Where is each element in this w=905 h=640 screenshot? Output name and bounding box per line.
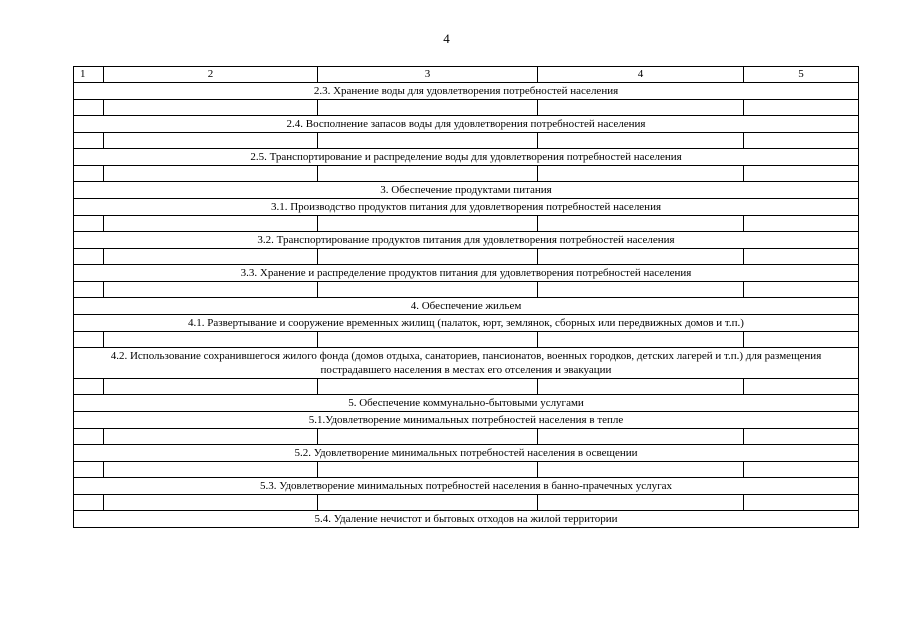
empty-cell [318,379,538,395]
section-heading: 4.1. Развертывание и сооружение временных жилищ (палаток, юрт, землянок, сборных или передвижных домов и т.п.) [74,315,859,332]
empty-cell [74,379,104,395]
empty-data-row [74,216,859,232]
section-heading: 3.2. Транспортирование продуктов питания для удовлетворения потребностей населения [74,232,859,249]
empty-cell [538,332,744,348]
section-heading: 4. Обеспечение жильем [74,298,859,315]
empty-cell [104,462,318,478]
section-heading-row [74,149,859,166]
empty-cell [538,429,744,445]
empty-cell [744,282,859,298]
section-heading: 5.2. Удовлетворение минимальных потребностей населения в освещении [74,445,859,462]
section-heading-row [74,412,859,429]
empty-data-row [74,332,859,348]
empty-cell [744,100,859,116]
section-heading: 2.4. Восполнение запасов воды для удовлетворения потребностей населения [74,116,859,133]
section-heading-row [74,348,859,379]
empty-cell [318,133,538,149]
empty-cell [74,495,104,511]
section-heading-row [74,445,859,462]
empty-cell [318,282,538,298]
empty-cell [104,216,318,232]
column-number-1: 1 [74,67,104,83]
empty-cell [744,166,859,182]
empty-data-row [74,100,859,116]
empty-cell [74,166,104,182]
form-table [73,66,859,528]
empty-data-row [74,429,859,445]
empty-cell [104,133,318,149]
section-heading: 3.3. Хранение и распределение продуктов питания для удовлетворения потребностей населения [74,265,859,282]
section-heading: 5.1.Удовлетворение минимальных потребностей населения в тепле [74,412,859,429]
empty-data-row [74,462,859,478]
section-heading-row [74,395,859,412]
empty-cell [104,495,318,511]
empty-cell [104,379,318,395]
empty-cell [744,429,859,445]
section-heading-row [74,199,859,216]
column-number-4: 4 [538,67,744,83]
empty-cell [744,495,859,511]
empty-cell [104,100,318,116]
empty-cell [318,216,538,232]
empty-cell [744,332,859,348]
empty-cell [318,332,538,348]
column-number-5: 5 [744,67,859,83]
empty-cell [104,249,318,265]
section-heading: 4.2. Использование сохранившегося жилого фонда (домов отдыха, санаториев, пансионатов, военных городков, детских лагерей и т.п.) для размещения пострадавшего населения в местах его отселения и эвакуации [74,348,859,379]
empty-cell [744,462,859,478]
section-heading-row [74,478,859,495]
section-heading-row [74,182,859,199]
section-heading: 2.5. Транспортирование и распределение воды для удовлетворения потребностей населения [74,149,859,166]
table-body [74,67,859,528]
empty-cell [538,379,744,395]
page-number: 4 [443,31,450,46]
column-number-2: 2 [104,67,318,83]
section-heading: 5.3. Удовлетворение минимальных потребностей населения в банно-прачечных услугах [74,478,859,495]
section-heading: 3.1. Производство продуктов питания для удовлетворения потребностей населения [74,199,859,216]
empty-cell [74,249,104,265]
empty-data-row [74,249,859,265]
empty-cell [104,166,318,182]
empty-cell [74,462,104,478]
empty-data-row [74,166,859,182]
empty-cell [74,282,104,298]
empty-cell [74,332,104,348]
empty-data-row [74,379,859,395]
empty-cell [744,249,859,265]
empty-cell [318,429,538,445]
section-heading-row [74,265,859,282]
empty-cell [318,462,538,478]
empty-cell [538,249,744,265]
empty-cell [104,332,318,348]
empty-cell [74,429,104,445]
empty-data-row [74,282,859,298]
empty-cell [538,495,744,511]
empty-cell [104,429,318,445]
section-heading-row [74,315,859,332]
empty-data-row [74,133,859,149]
empty-cell [538,282,744,298]
empty-cell [744,133,859,149]
section-heading: 3. Обеспечение продуктами питания [74,182,859,199]
empty-cell [74,133,104,149]
empty-data-row [74,495,859,511]
empty-cell [538,216,744,232]
section-heading-row [74,232,859,249]
empty-cell [538,100,744,116]
empty-cell [538,166,744,182]
column-number-row [74,67,859,83]
section-heading-row [74,83,859,100]
section-heading: 5.4. Удаление нечистот и бытовых отходов на жилой территории [74,511,859,528]
empty-cell [74,216,104,232]
empty-cell [104,282,318,298]
section-heading: 5. Обеспечение коммунально-бытовыми услугами [74,395,859,412]
empty-cell [538,462,744,478]
empty-cell [74,100,104,116]
section-heading-row [74,116,859,133]
section-heading-row [74,298,859,315]
section-heading-row [74,511,859,528]
section-heading: 2.3. Хранение воды для удовлетворения потребностей населения [74,83,859,100]
empty-cell [318,100,538,116]
empty-cell [318,249,538,265]
column-number-3: 3 [318,67,538,83]
empty-cell [538,133,744,149]
empty-cell [744,379,859,395]
empty-cell [318,495,538,511]
empty-cell [744,216,859,232]
empty-cell [318,166,538,182]
